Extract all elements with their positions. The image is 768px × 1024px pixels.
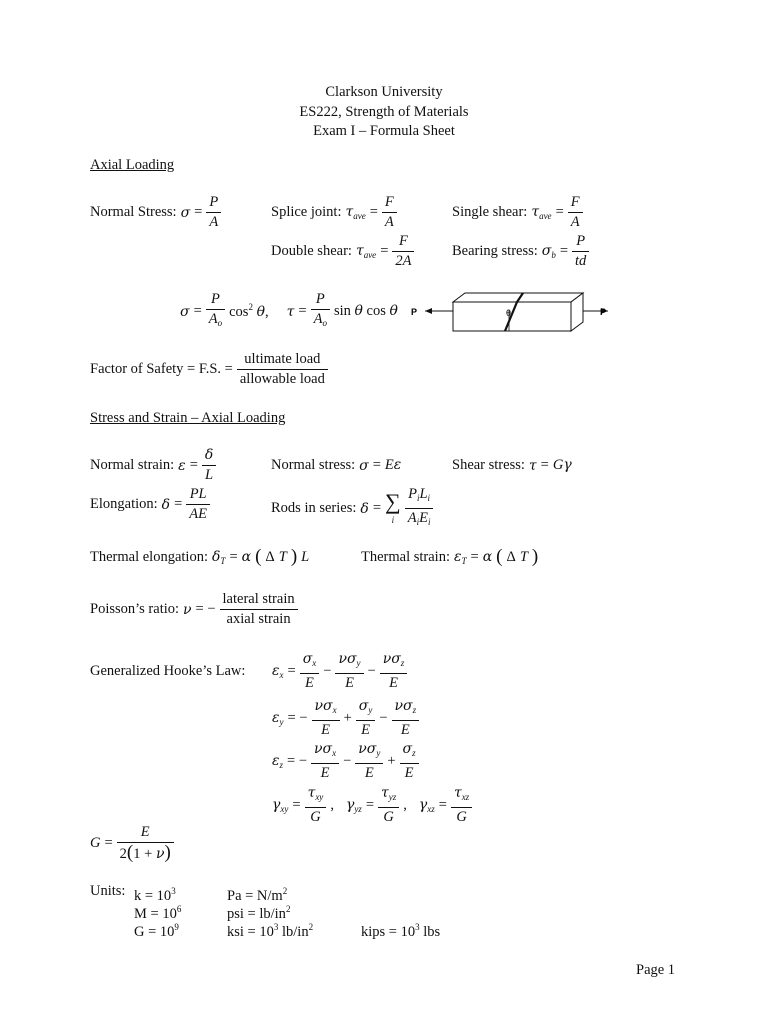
double-shear-formula: Double shear: $\tau_{ave}$ = $\frac{F}{2A}$ [271, 232, 414, 271]
angle-label: θ [506, 308, 512, 318]
unit-mega: $M = 10^6$ [134, 904, 182, 922]
elongation-formula: Elongation: δ = $\frac{PL}{AE}$ [90, 485, 210, 524]
units-label: Units: [90, 883, 126, 899]
bearing-stress-formula: Bearing stress: $\sigma_b$ = $\frac{P}{td}$ [452, 232, 589, 271]
thermal-elongation-formula: Thermal elongation: $\delta_T$ = α ( Δ T ) L [90, 546, 310, 567]
section-axial-loading: Axial Loading [90, 157, 175, 173]
shear-stress-formula: Shear stress: τ = Gγ [452, 457, 572, 474]
arrowhead-left [425, 308, 432, 314]
normal-stress-hooke-formula: Normal stress: σ = Eε [271, 457, 402, 474]
hooke-epsilon-x: $\varepsilon_x$ = $\frac{\sigma_x}{E}$ − $\frac{\nu\sigma_y}{E}$ − $\frac{\nu\sigma_z}{E}$ [272, 650, 407, 693]
factor-of-safety-formula: Factor of Safety = F.S. = $\frac{\text{ultimate load}}{\text{allowable load}}$ [90, 350, 328, 389]
university-title: Clarkson University [325, 84, 443, 100]
poisson-ratio-formula: Poisson’s ratio: ν = − $\frac{\text{lateral strain}}{\text{axial strain}}$ [90, 590, 298, 629]
hooke-epsilon-y: $\varepsilon_y$ = − $\frac{\nu\sigma_x}{E}$ + $\frac{\sigma_y}{E}$ − $\frac{\nu\sigma_z}{E}$ [272, 697, 419, 740]
section-stress-strain: Stress and Strain – Axial Loading [90, 410, 286, 426]
shear-modulus-formula: G = $\frac{E}{2(1 + \nu)}$ [90, 823, 174, 864]
unit-psi: psi = $lb/in^2$ [227, 904, 291, 922]
hooke-law-label: Generalized Hooke’s Law: [90, 663, 246, 679]
normal-strain-formula: Normal strain: ε = $\frac{\delta}{L}$ [90, 446, 216, 485]
unit-kilo: $k = 10^3$ [134, 886, 176, 904]
exam-title: Exam I – Formula Sheet [313, 123, 455, 139]
normal-stress-formula: Normal Stress: σ = $\frac{P}{A}$ [90, 193, 221, 232]
thermal-strain-formula: Thermal strain: $\varepsilon_T$ = α ( Δ T ) [361, 546, 539, 567]
single-shear-formula: Single shear: $\tau_{ave}$ = $\frac{F}{A}$ [452, 193, 583, 232]
hooke-shear-strains: $\gamma_{xy}$ = $\frac{\tau_{xy}}{G}$ , $\gamma_{yz}$ = $\frac{\tau_{yz}}{G}$ , $\gamma_{xz}$ = $\frac{\tau_{xz}}{G}$ [272, 784, 472, 827]
splice-joint-formula: Splice joint: $\tau_{ave}$ = $\frac{F}{A}$ [271, 193, 397, 232]
oblique-plane-formula: σ = $\frac{P}{A_o}$ $\cos^2 \theta$, τ = $\frac{P}{A_o}$ sin θ cos θ [180, 291, 398, 328]
load-label-left: P [411, 307, 418, 317]
unit-giga: $G = 10^9$ [134, 922, 179, 940]
page-number: Page 1 [636, 962, 676, 978]
course-title: ES222, Strength of Materials [299, 104, 469, 120]
unit-ksi: ksi = $10^3$ $lb/in^2$ [227, 922, 314, 940]
unit-kips: kips = $10^3$ lbs [361, 922, 441, 940]
load-label-right: P [600, 307, 607, 317]
rods-in-series-formula: Rods in series: δ = ∑ i $\frac{P_iL_i}{A_iE_i}$ [271, 485, 433, 532]
unit-pascal: $Pa = N/m^2$ [227, 886, 288, 904]
hooke-epsilon-z: $\varepsilon_z$ = − $\frac{\nu\sigma_x}{E}$ − $\frac{\nu\sigma_y}{E}$ + $\frac{\sigma_z}{E}$ [272, 740, 419, 783]
axial-bar-diagram [405, 290, 620, 340]
